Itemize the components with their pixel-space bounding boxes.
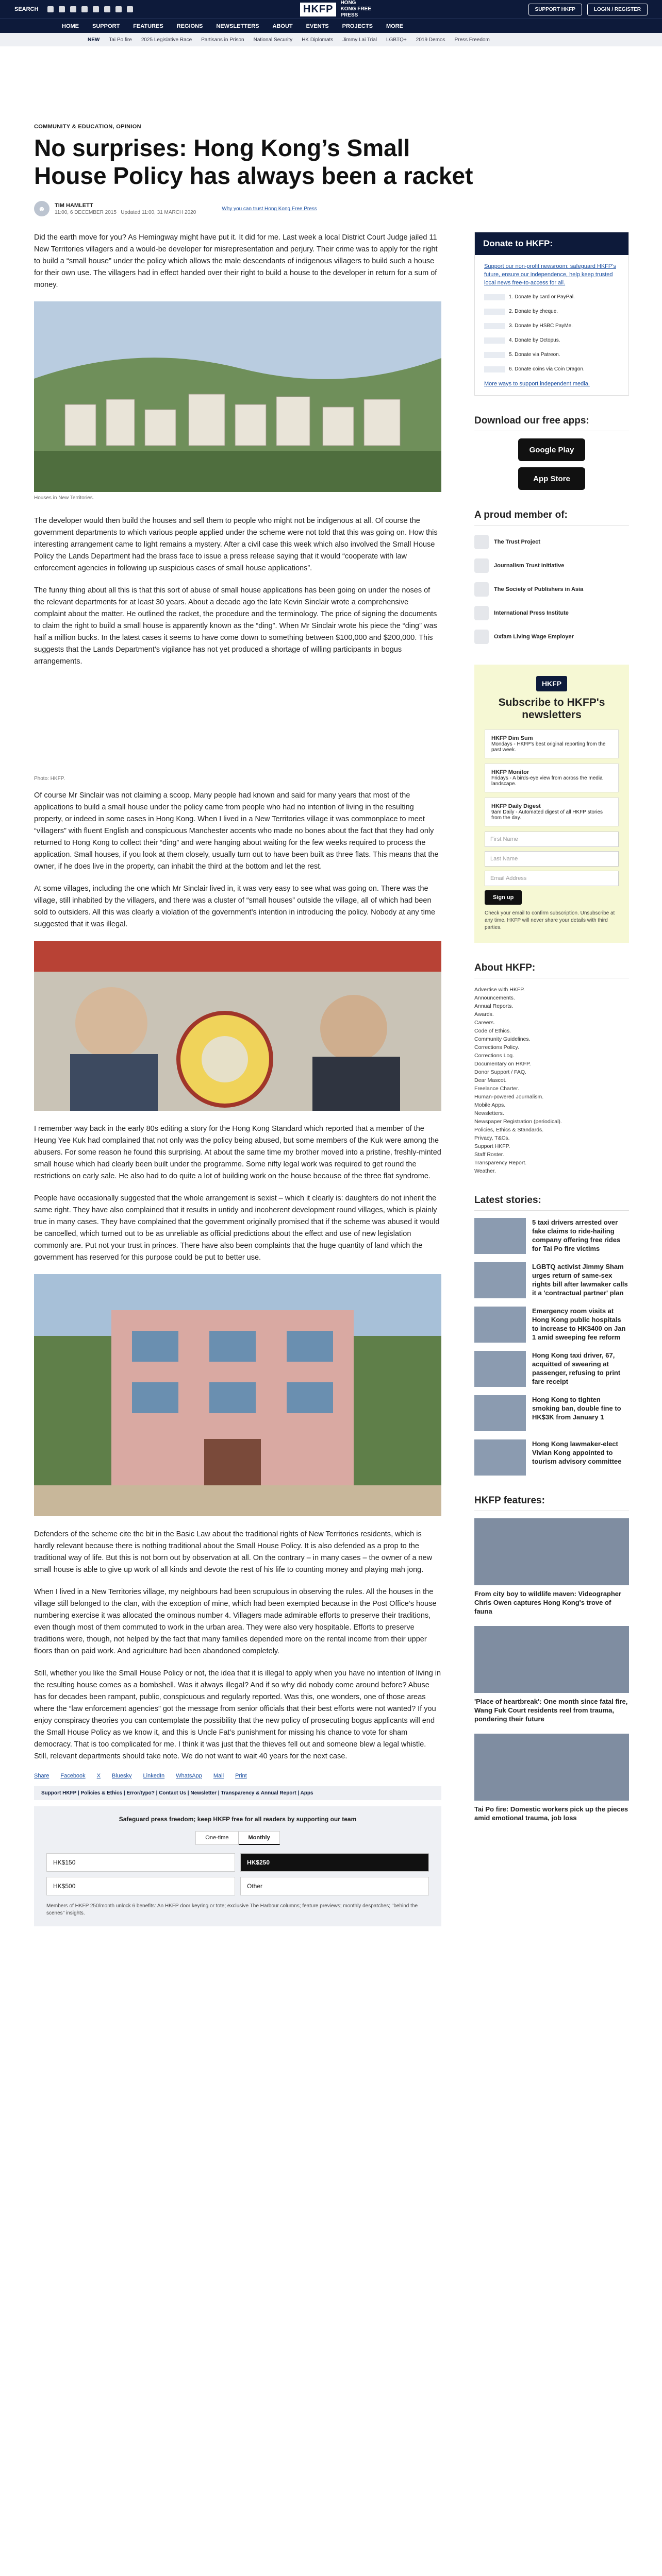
about-link[interactable]: Announcements. <box>474 995 515 1001</box>
x-icon[interactable] <box>59 6 65 12</box>
ad-slot <box>34 62 628 108</box>
about-link[interactable]: Policies, Ethics & Standards. <box>474 1127 544 1133</box>
story-item[interactable]: Hong Kong lawmaker-elect Vivian Kong appointed to tourism advisory committee <box>474 1439 629 1476</box>
tag-link[interactable]: National Security <box>253 37 293 43</box>
nav-features[interactable]: FEATURES <box>133 23 163 29</box>
tag-link[interactable]: Partisans in Prison <box>201 37 244 43</box>
nav-home[interactable]: HOME <box>62 23 79 29</box>
donate-method[interactable]: 5. Donate via Patreon. <box>484 351 619 359</box>
member-logo[interactable]: International Press Institute <box>474 606 629 620</box>
article-body <box>34 232 441 1926</box>
about-link[interactable]: Community Guidelines. <box>474 1036 531 1042</box>
story-thumbnail <box>474 1439 526 1476</box>
mail-icon[interactable] <box>104 6 110 12</box>
tag-link[interactable]: 2025 Legislative Race <box>141 37 192 43</box>
about-link[interactable]: Support HKFP. <box>474 1143 510 1149</box>
member-logo[interactable]: The Society of Publishers in Asia <box>474 582 629 597</box>
about-link[interactable]: Freelance Charter. <box>474 1086 519 1092</box>
feature-image <box>474 1518 629 1585</box>
nav-events[interactable]: EVENTS <box>306 23 329 29</box>
youtube-icon[interactable] <box>81 6 88 12</box>
signup-button[interactable]: Sign up <box>485 890 522 905</box>
feature-item[interactable]: 'Place of heartbreak': One month since fatal fire, Wang Fuk Court residents reel from trauma, pondering their future <box>474 1626 629 1723</box>
jti-icon <box>474 558 489 573</box>
donate-heading: Safeguard press freedom; keep HKFP free for all readers by supporting our team <box>119 1816 357 1823</box>
support-button[interactable]: SUPPORT HKFP <box>528 4 582 15</box>
donate-widget <box>474 232 629 396</box>
share-facebook[interactable]: Facebook <box>60 1773 86 1779</box>
email-input[interactable]: Email Address <box>485 871 619 886</box>
author-avatar: ☻ <box>34 201 49 216</box>
about-link[interactable]: Mobile Apps. <box>474 1102 506 1108</box>
about-title: About HKFP: <box>474 962 629 978</box>
payme-icon <box>484 323 505 329</box>
signup-note: Check your email to confirm subscription. Unsubscribe at any time. HKFP will never share your details with third parties. <box>485 910 615 930</box>
paragraph: The funny thing about all this is that this sort of abuse of small house applications has been going on under the noses of the relevant departments for at least 30 years. About a decade ago the late Kevin Sinclair wrote a comprehensive complaint about the matter. He outlined the racket, the procedure and the terminology. The price of signing the documents to claim the right to build a small house is apparently known as the “ding”. When Mr Sinclair wrote his piece the “ding” was half a million bucks. In the latest cases it seems to have come down to something between $100,000 and $200,000. This suggests that the Lands Department’s vigilance has not yet produced a shortage of willing participants in bogus arrangements. <box>34 586 437 666</box>
nav-regions[interactable]: REGIONS <box>176 23 203 29</box>
about-link[interactable]: Annual Reports. <box>474 1003 514 1009</box>
village-houses-photo <box>34 301 441 492</box>
story-thumbnail <box>474 1395 526 1431</box>
about-link[interactable]: Corrections Log. <box>474 1053 515 1059</box>
trust-project-icon <box>474 535 489 549</box>
share-bluesky[interactable]: Bluesky <box>112 1773 132 1779</box>
donate-method[interactable]: 2. Donate by cheque. <box>484 308 619 316</box>
donate-method[interactable]: 4. Donate by Octopus. <box>484 336 619 345</box>
feature-image <box>474 1734 629 1801</box>
newsletter-option[interactable]: HKFP Dim Sum Mondays - HKFP's best original reporting from the past week. <box>485 730 619 758</box>
site-logo[interactable] <box>300 0 371 19</box>
support-strip[interactable]: Support HKFP | Policies & Ethics | Error/typo? | Contact Us | Newsletter | Transparency & Annual Report | Apps <box>34 1786 441 1800</box>
member-logo[interactable]: Journalism Trust Initiative <box>474 558 629 573</box>
trust-link[interactable]: Why you can trust Hong Kong Free Press <box>222 206 317 212</box>
card-icon <box>484 294 505 300</box>
oxfam-icon <box>474 630 489 644</box>
paragraph: Of course Mr Sinclair was not claiming a scoop. Many people had known and said for many years that most of the applications to build a small house under the policy came from people who had no intention of living in the resulting property, or indeed in some cases in Hong Kong. When I lived in a New Territories village it was commonplace to meet “villagers” with fluent English and conspicuous Manchester accents who made no bones about the fact that they had only returned to Hong Kong to collect their “ding” and were hanging about waiting for the few weeks required to process the application. Small houses, if you look at them closely, usually turn out to have been built as three flats. This means that the owner, if he does live in the property, can inhabit the third at the bottom and let the rest. <box>34 791 439 871</box>
publish-date: 11:00, 6 DECEMBER 2015 <box>55 209 117 215</box>
nav-more[interactable]: MORE <box>386 23 403 29</box>
nav-support[interactable]: SUPPORT <box>92 23 120 29</box>
facebook-icon[interactable] <box>47 6 54 12</box>
embed-spacer <box>34 678 441 776</box>
app-store-badge[interactable]: App Store <box>518 467 585 490</box>
threads-icon[interactable] <box>127 6 133 12</box>
nav-newsletters[interactable]: NEWSLETTERS <box>216 23 259 29</box>
logo-text: HONG KONG FREE PRESS <box>340 0 371 18</box>
paragraph: Did the earth move for you? As Hemingway might have put it. It did for me. Last week a local District Court Judge jailed 11 New Territories villagers and a would-be developer for misrepresentation and perjury. Their crime was to apply for the right to build a “small house” under the policy which allows the male descendants of indigenous villagers to build such a house for their own use. The villagers had in effect handed over their right to build a house to the developer in return for a sum of money. <box>34 233 438 289</box>
paragraph: The developer would then build the houses and sell them to people who might not be indigenous at all. Of course the government departments to which various people applied under the scheme were not told that this was going on. How this interesting arrangement came to light remains a mystery. After a civil case this week which also involved the Small House Policy the Lands Department had the brass face to issue a press release saying that it would “cooperate with law enforcement agencies in following up suspicious cases of small house applications”. <box>34 517 438 572</box>
story-thumbnail <box>474 1351 526 1387</box>
page-title: No surprises: Hong Kong’s Small House Policy has always been a racket <box>34 134 473 189</box>
apps-title: Download our free apps: <box>474 415 629 431</box>
amount-option[interactable]: HK$150 <box>46 1853 235 1872</box>
about-link[interactable]: Code of Ethics. <box>474 1028 511 1034</box>
about-link[interactable]: Corrections Policy. <box>474 1044 519 1050</box>
tag-link[interactable]: Tai Po fire <box>109 37 132 43</box>
about-link[interactable]: Human-powered Journalism. <box>474 1094 544 1100</box>
donate-method[interactable]: 3. Donate by HSBC PayMe. <box>484 322 619 330</box>
newsletter-option[interactable]: HKFP Daily Digest 9am Daily - Automated digest of all HKFP stories from the day. <box>485 798 619 826</box>
tag-link[interactable]: 2019 Demos <box>416 37 445 43</box>
donate-title: Donate to HKFP: <box>475 232 628 255</box>
tag-link[interactable]: LGBTQ+ <box>386 37 407 43</box>
cheque-icon <box>484 309 505 315</box>
paragraph: At some villages, including the one which Mr Sinclair lived in, it was very easy to see what was going on. There was the village, still inhabited by the villagers, and there was a cluster of “small houses” outside the village, all of which had been sold to outsiders. All this was clearly a violation of the government’s intention in introducing the policy. Nobody at any time suggested that it was illegal. <box>34 885 436 928</box>
tab-one-time[interactable]: One-time <box>195 1831 238 1845</box>
features-title: HKFP features: <box>474 1495 629 1511</box>
about-link[interactable]: Advertise with HKFP. <box>474 987 525 993</box>
donate-text[interactable]: Support our non-profit newsroom: safeguard HKFP's future, ensure our independence, help keep trusted local news free-to-access for all. <box>484 263 616 286</box>
linkedin-icon[interactable] <box>93 6 99 12</box>
paragraph: Defenders of the scheme cite the bit in the Basic Law about the traditional rights of New Territories residents, which is hardly relevant because there is nothing traditional about the Small House Policy. It is also defended as a prop to the traditional way of life. But this is not born out by observation at all. On the contrary – in many cases – the owner of a new small house is able to give up work of all kinds and devote the rest of his life to counting money and playing mah jong. <box>34 1530 433 1574</box>
share-whatsapp[interactable]: WhatsApp <box>176 1773 202 1779</box>
story-thumbnail <box>474 1218 526 1254</box>
tag-link[interactable]: HK Diplomats <box>302 37 334 43</box>
newsletter-option[interactable]: HKFP Monitor Fridays - A birds-eye view from across the media landscape. <box>485 764 619 792</box>
logo-mark: HKFP <box>300 3 336 16</box>
paragraph: When I lived in a New Territories village, my neighbours had been scrupulous in observing the rules. All the houses in the village still belonged to the clan, with the exception of mine, which had been exempted because in the Post Office’s house numbering exercise it was allocated the ominous number 4. Villagers made admirable efforts to preserve their traditions, even though most of them commuted to work in the urban area. They were also very hospitable. Efforts to preserve traditions were, though, not helped by the fact that many families depended more on the rental income from their upper floors than on paid work. And agriculture had been abandoned completely. <box>34 1588 437 1655</box>
paragraph: People have occasionally suggested that the whole arrangement is sexist – which it clearly is: daughters do not inherit the same right. They have also complained that it results in untidy and incoherent development round villages, which is plainly true in many cases. They have complained that the government originally promised that if the scheme was abused it would be cancelled, which turned out to be as unreliable as official predictions about the effect and use of new legislation commonly are. Put not your trust in princes. There have also been complaints that the huge quantity of land which the government has reserved for this purpose could be put to better use. <box>34 1194 440 1262</box>
donate-method[interactable]: 6. Donate coins via Coin Dragon. <box>484 365 619 374</box>
sidebar <box>474 232 629 1833</box>
story-thumbnail <box>474 1307 526 1343</box>
article-category[interactable]: COMMUNITY & EDUCATION, OPINION <box>34 124 141 130</box>
small-house-photo <box>34 1274 441 1516</box>
google-play-badge[interactable]: Google Play <box>518 438 585 461</box>
about-link[interactable]: Careers. <box>474 1020 495 1026</box>
donate-method[interactable]: 1. Donate by card or PayPal. <box>484 293 619 301</box>
feature-image <box>474 1626 629 1693</box>
latest-title: Latest stories: <box>474 1195 629 1211</box>
byline <box>34 201 628 216</box>
amount-option[interactable]: Other <box>240 1877 429 1895</box>
amount-option[interactable]: HK$250 <box>240 1853 429 1872</box>
search-button[interactable]: SEARCH <box>14 6 39 12</box>
about-link[interactable]: Dear Mascot. <box>474 1077 507 1083</box>
photo-caption: Houses in New Territories. <box>34 495 94 501</box>
amount-option[interactable]: HK$500 <box>46 1877 235 1895</box>
donate-fine-print: Members of HKFP 250/month unlock 6 benefits: An HKFP door keyring or tote; exclusive The Harbour columns; feature previews; monthly despatches; "behind the scenes" insights. <box>46 1903 418 1916</box>
donate-box <box>34 1806 441 1926</box>
instagram-icon[interactable] <box>70 6 76 12</box>
story-item[interactable]: Emergency room visits at Hong Kong public hospitals to increase to HK$400 on Jan 1 amid sweeping fee reform <box>474 1307 629 1343</box>
paragraph: Still, whether you like the Small House Policy or not, the idea that it is illegal to apply when you have no intention of living in the resulting house comes as a bombshell. Was it always illegal? And if so why did nobody come around before? Abuse has for decades been rampant, public, conspicuous and regularly reported. Was this, one wonders, one of those areas where the “law enforcement agencies” got the message from senior officials that their best efforts were not wanted? If you enjoy conspiracy theories you can contemplate the possibility that the new policy of prosecuting bogus applicants will end the Small House Policy as we know it, and this is Uncle Fat’s punishment for missing his chance to vote for sham democracy. That is too complicated for me. I think it was just that the thieves fell out and someone blew a legal whistle. Still, relevant departments should take note. We do not want to wait 40 years for the next case. <box>34 1669 441 1760</box>
patreon-icon <box>484 352 505 358</box>
member-title: A proud member of: <box>474 510 629 526</box>
trending-tags <box>0 33 662 46</box>
about-list <box>474 986 629 1175</box>
coin-dragon-icon <box>484 366 505 372</box>
story-thumbnail <box>474 1262 526 1298</box>
about-link[interactable]: Privacy, T&Cs. <box>474 1135 510 1141</box>
member-logo[interactable]: The Trust Project <box>474 535 629 549</box>
social-links <box>47 6 133 12</box>
about-link[interactable]: Awards. <box>474 1011 494 1018</box>
share-mail[interactable]: Mail <box>213 1773 224 1779</box>
member-logo[interactable]: Oxfam Living Wage Employer <box>474 630 629 644</box>
story-item[interactable]: Hong Kong taxi driver, 67, acquitted of swearing at passenger, refusing to print fare receipt <box>474 1351 629 1387</box>
newsletter-title: Subscribe to HKFP's newsletters <box>498 697 605 721</box>
about-link[interactable]: Newspaper Registration (periodical). <box>474 1118 562 1125</box>
login-button[interactable]: LOGIN / REGISTER <box>587 4 648 15</box>
octopus-icon <box>484 337 505 344</box>
last-name-input[interactable]: Last Name <box>485 851 619 867</box>
story-item[interactable]: LGBTQ activist Jimmy Sham urges return of same-sex rights bill after lawmaker calls it a 'contractual partner' plan <box>474 1262 629 1298</box>
updated-date: Updated 11:00, 31 MARCH 2020 <box>121 209 196 215</box>
about-link[interactable]: Staff Roster. <box>474 1151 504 1158</box>
tags-label: NEW <box>88 37 100 43</box>
main-nav <box>0 19 662 33</box>
nav-about[interactable]: ABOUT <box>272 23 293 29</box>
feature-item[interactable]: Tai Po fire: Domestic workers pick up the pieces amid emotional trauma, job loss <box>474 1734 629 1822</box>
nav-projects[interactable]: PROJECTS <box>342 23 373 29</box>
share-x[interactable]: X <box>96 1773 101 1779</box>
about-link[interactable]: Documentary on HKFP. <box>474 1061 531 1067</box>
paragraph: I remember way back in the early 80s editing a story for the Hong Kong Standard which reported that a member of the Heung Yee Kuk had complained that not only was the policy being abused, but some members of the Kuk were among the abusers. For some reason he found this surprising. At about the same time my brother moved into a pristine, freshly-minted small house which had clearly been built under the programme. Some nifty legal work was required to get round the restrictions on early sale. He also had to do quite a lot of building work on the house because of the three flat syndrome. <box>34 1125 441 1180</box>
rss-icon[interactable] <box>115 6 122 12</box>
about-link[interactable]: Weather. <box>474 1168 496 1174</box>
about-link[interactable]: Donor Support / FAQ. <box>474 1069 526 1075</box>
newsletter-signup <box>474 665 629 943</box>
tag-link[interactable]: Jimmy Lai Trial <box>342 37 377 43</box>
share-link[interactable]: Share <box>34 1773 49 1779</box>
heung-yee-kuk-photo <box>34 941 441 1111</box>
author-name[interactable]: TIM HAMLETT <box>55 202 93 209</box>
about-link[interactable]: Newsletters. <box>474 1110 504 1116</box>
share-bar <box>34 1773 441 1779</box>
tag-link[interactable]: Press Freedom <box>454 37 490 43</box>
share-print[interactable]: Print <box>235 1773 247 1779</box>
feature-item[interactable]: From city boy to wildlife maven: Videographer Chris Owen captures Hong Kong's trove of fauna <box>474 1518 629 1616</box>
first-name-input[interactable]: First Name <box>485 832 619 847</box>
hkfp-badge: HKFP <box>536 676 567 691</box>
more-ways-link[interactable]: More ways to support independent media. <box>484 381 590 387</box>
story-item[interactable]: 5 taxi drivers arrested over fake claims to ride-hailing company offering free rides for Tai Po fire victims <box>474 1218 629 1254</box>
share-linkedin[interactable]: LinkedIn <box>143 1773 165 1779</box>
ipi-icon <box>474 606 489 620</box>
story-item[interactable]: Hong Kong to tighten smoking ban, double fine to HK$3K from January 1 <box>474 1395 629 1431</box>
photo-caption: Photo: HKFP. <box>34 776 65 782</box>
sopa-icon <box>474 582 489 597</box>
top-bar <box>0 0 662 19</box>
tab-monthly[interactable]: Monthly <box>239 1831 280 1845</box>
about-link[interactable]: Transparency Report. <box>474 1160 527 1166</box>
